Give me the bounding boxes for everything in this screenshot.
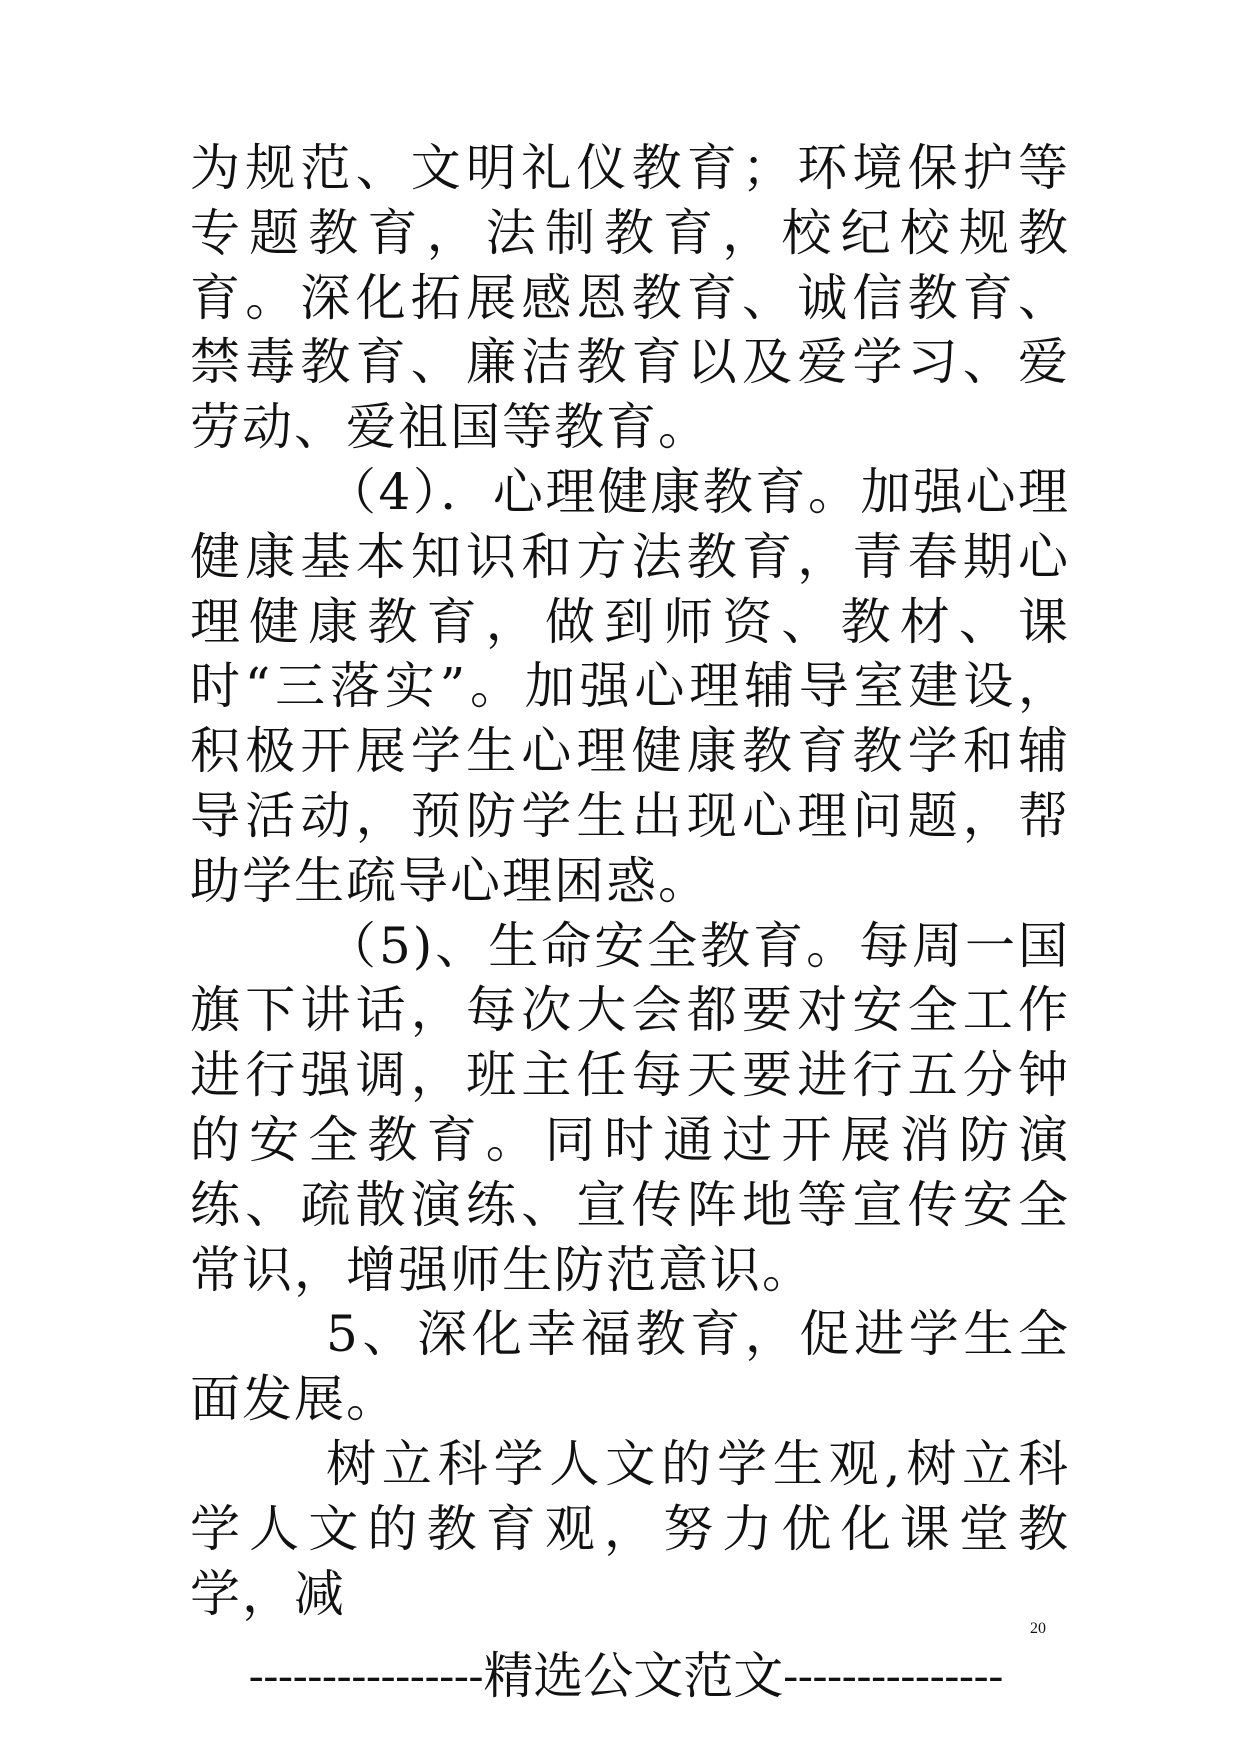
paragraph-safety-education: （5)、生命安全教育。每周一国旗下讲话，每次大会都要对安全工作进行强调，班主任每天要进行五分钟的安全教育。同时通过开展消防演练、疏散演练、宣传阵地等宣传安全常识，增强师生防范意识。 [190, 916, 1070, 1299]
paragraph-continuation: 为规范、文明礼仪教育；环境保护等专题教育，法制教育，校纪校规教育。深化拓展感恩教育、诚信教育、禁毒教育、廉洁教育以及爱学习、爱劳动、爱祖国等教育。 [190, 139, 1070, 457]
page-number: 20 [1030, 1620, 1046, 1637]
paragraph-mental-health: （4）．心理健康教育。加强心理健康基本知识和方法教育，青春期心理健康教育，做到师资、教材、课时“三落实”。加强心理辅导室建设，积极开展学生心理健康教育教学和辅导活动，预防学生出现心理问题，帮助学生疏导心理困惑。 [190, 462, 1070, 910]
paragraph-happiness-education: 5、深化幸福教育，促进学生全面发展。 [190, 1305, 1070, 1429]
footer-dashes-left: ---------------- [248, 1651, 484, 1700]
body-text [190, 136, 1070, 1626]
footer [186, 1646, 1066, 1706]
footer-dashes-right: --------------- [783, 1651, 1004, 1700]
paragraph-student-view: 树立科学人文的学生观,树立科学人文的教育观，努力优化课堂教学，减 [190, 1434, 1070, 1623]
footer-label: 精选公文范文 [483, 1647, 784, 1705]
